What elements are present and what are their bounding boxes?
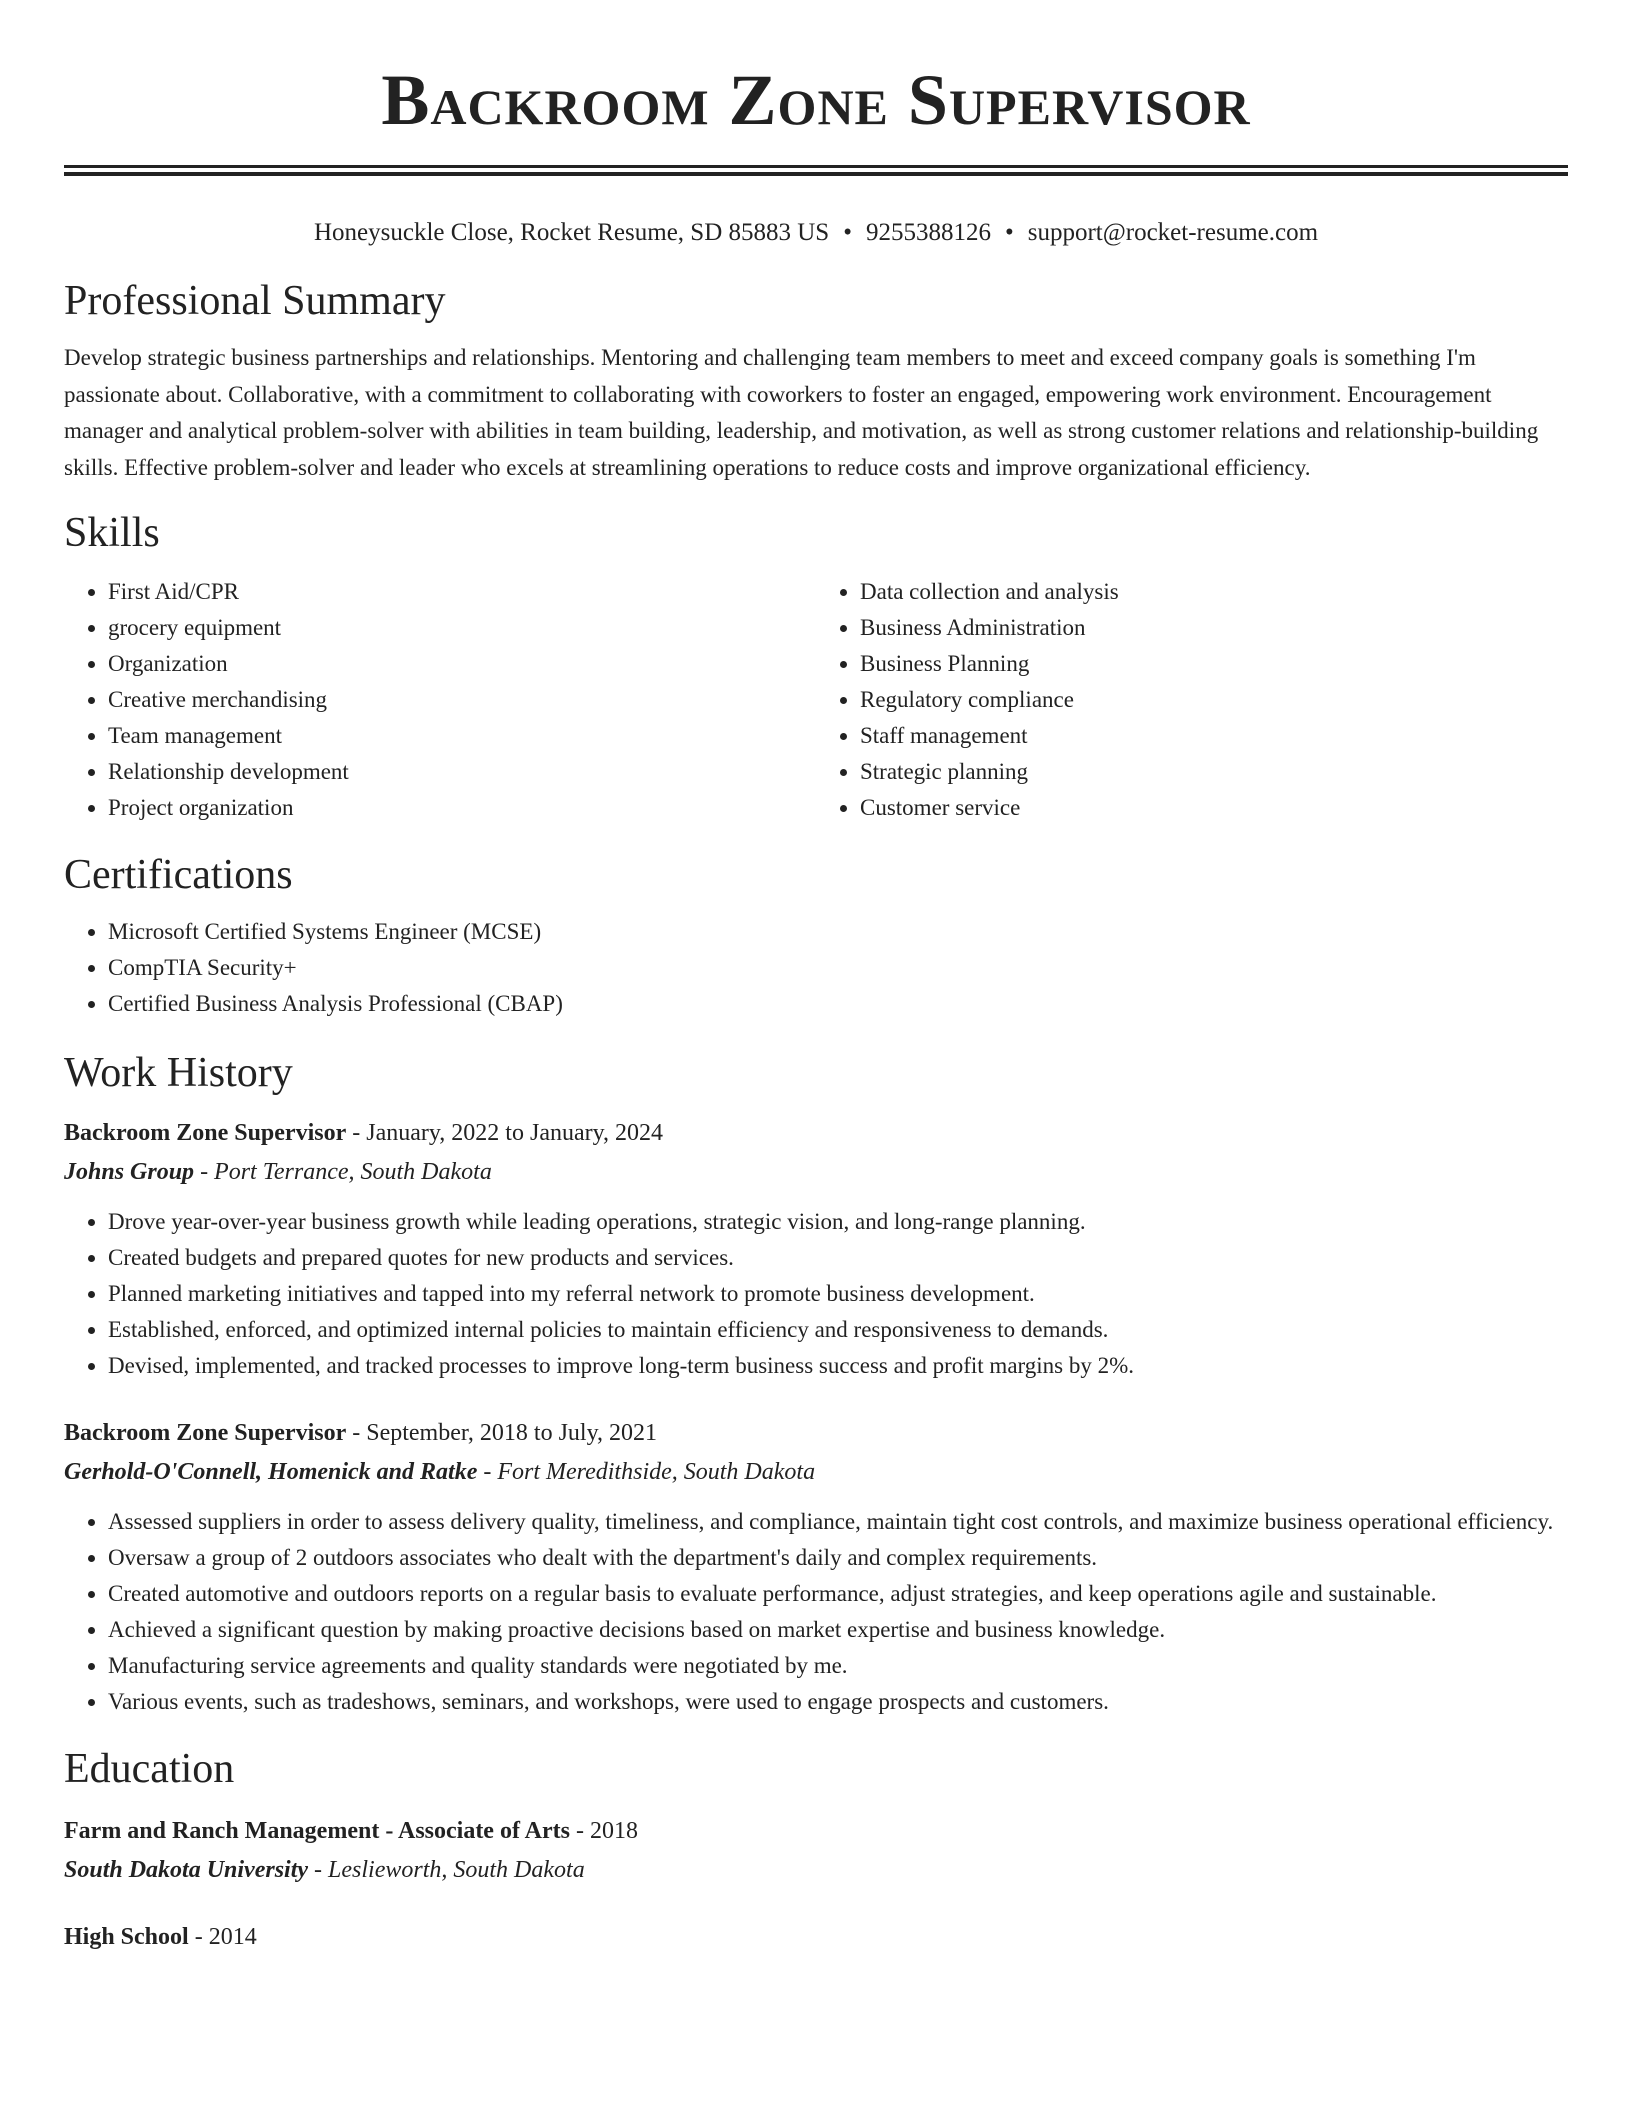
job-bullet: • Manufacturing service agreements and quality standards were negotiated by me. <box>108 1648 1568 1684</box>
job-bullet: • Created budgets and prepared quotes for new products and services. <box>108 1240 1568 1276</box>
job-bullet: • Achieved a significant question by making proactive decisions based on market expertise and business knowledge. <box>108 1612 1568 1648</box>
section-title-work-history: Work History <box>64 1050 293 1096</box>
job-bullets <box>64 1504 1568 1720</box>
skill-item: • Strategic planning <box>860 754 1568 790</box>
skill-item: • Team management <box>108 718 816 754</box>
education-entry <box>64 1918 1568 1956</box>
job-entry <box>64 1114 1568 1384</box>
contact-separator: • <box>843 219 852 246</box>
skill-item: • Organization <box>108 646 816 682</box>
education-school-line <box>64 1850 1568 1890</box>
skill-item: • Data collection and analysis <box>860 574 1568 610</box>
job-bullet: • Created automotive and outdoors reports on a regular basis to evaluate performance, adjust strategies, and keep operations agile and sustainable. <box>108 1576 1568 1612</box>
section-title-education: Education <box>64 1746 235 1792</box>
contact-line <box>64 218 1568 248</box>
skill-item: • Project organization <box>108 790 816 826</box>
skill-item: • Business Planning <box>860 646 1568 682</box>
job-employer-line <box>64 1452 1568 1492</box>
job-bullet: • Devised, implemented, and tracked processes to improve long-term business success and profit margins by 2%. <box>108 1348 1568 1384</box>
section-title-summary: Professional Summary <box>64 278 446 324</box>
skill-item: • Regulatory compliance <box>860 682 1568 718</box>
skill-item: • grocery equipment <box>108 610 816 646</box>
job-bullet: • Established, enforced, and optimized internal policies to maintain efficiency and responsiveness to demands. <box>108 1312 1568 1348</box>
skills-list-right <box>816 574 1568 826</box>
job-bullet: • Oversaw a group of 2 outdoors associates who dealt with the department's daily and complex requirements. <box>108 1540 1568 1576</box>
education-degree: High School <box>64 1924 189 1950</box>
certification-item: • Certified Business Analysis Professional (CBAP) <box>108 986 1568 1022</box>
job-title: Backroom Zone Supervisor <box>64 1420 347 1446</box>
education-location: - Leslieworth, South Dakota <box>308 1857 585 1883</box>
skill-item: • Creative merchandising <box>108 682 816 718</box>
certification-item: • Microsoft Certified Systems Engineer (MCSE) <box>108 914 1568 950</box>
skill-item: • Customer service <box>860 790 1568 826</box>
job-title: Backroom Zone Supervisor <box>64 1120 347 1146</box>
education-school: South Dakota University <box>64 1857 309 1883</box>
job-company: Johns Group <box>64 1159 195 1185</box>
job-location: - Fort Meredithside, South Dakota <box>477 1459 816 1485</box>
contact-email: support@rocket-resume.com <box>1027 219 1319 246</box>
skills-columns <box>64 574 1568 826</box>
education-header <box>64 1812 1568 1850</box>
contact-phone: 9255388126 <box>865 219 991 246</box>
job-location: - Port Terrance, South Dakota <box>194 1159 492 1185</box>
certification-item: • CompTIA Security+ <box>108 950 1568 986</box>
header-double-rule <box>64 165 1568 176</box>
education-degree: Farm and Ranch Management - Associate of Arts <box>64 1818 570 1844</box>
job-dates: - January, 2022 to January, 2024 <box>346 1120 664 1146</box>
job-dates: - September, 2018 to July, 2021 <box>346 1420 658 1446</box>
skill-item: • Relationship development <box>108 754 816 790</box>
job-bullet: • Drove year-over-year business growth while leading operations, strategic vision, and long-range planning. <box>108 1204 1568 1240</box>
contact-address: Honeysuckle Close, Rocket Resume, SD 85883 US <box>313 219 830 246</box>
summary-text: Develop strategic business partnerships and relationships. Mentoring and challenging team members to meet and exceed company goals is something I'm passionate about. Collaborative, with a commitment to collaborating with coworkers to foster an engaged, empowering work environment. Encouragement manager and analytical problem-solver with abilities in team building, leadership, and motivation, as well as strong customer relations and relationship-building skills. Effective problem-solver and leader who excels at streamlining operations to reduce costs and improve organizational efficiency. <box>64 345 1539 480</box>
job-employer-line <box>64 1152 1568 1192</box>
job-company: Gerhold-O'Connell, Homenick and Ratke <box>64 1459 478 1485</box>
job-header <box>64 1114 1568 1152</box>
section-title-skills: Skills <box>64 510 160 556</box>
education-year: - 2014 <box>188 1924 257 1950</box>
education-year: - 2018 <box>569 1818 638 1844</box>
job-header <box>64 1414 1568 1452</box>
job-bullet: • Various events, such as tradeshows, seminars, and workshops, were used to engage prospects and customers. <box>108 1684 1568 1720</box>
job-bullets <box>64 1204 1568 1384</box>
education-header <box>64 1918 1568 1956</box>
job-bullet: • Planned marketing initiatives and tapped into my referral network to promote business development. <box>108 1276 1568 1312</box>
skill-item: • First Aid/CPR <box>108 574 816 610</box>
resume-name-heading: Backroom Zone Supervisor <box>381 60 1251 140</box>
skill-item: • Staff management <box>860 718 1568 754</box>
skill-item: • Business Administration <box>860 610 1568 646</box>
education-entry <box>64 1812 1568 1890</box>
certifications-list <box>64 914 1568 1022</box>
skills-list-left <box>64 574 816 826</box>
section-title-certifications: Certifications <box>64 852 293 898</box>
job-bullet: • Assessed suppliers in order to assess delivery quality, timeliness, and compliance, maintain tight cost controls, and maximize business operational efficiency. <box>108 1504 1568 1540</box>
job-entry <box>64 1414 1568 1720</box>
contact-separator: • <box>1004 219 1014 246</box>
